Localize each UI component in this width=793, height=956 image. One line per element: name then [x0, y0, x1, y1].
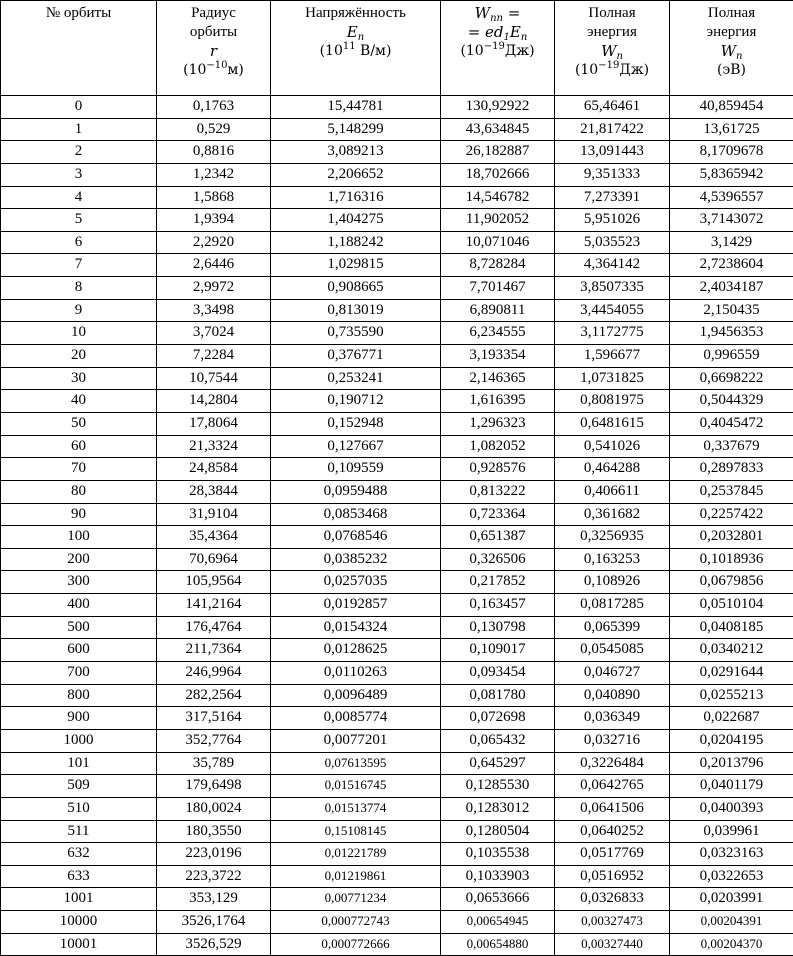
cell-potential-energy: 0,163457 — [441, 594, 555, 617]
cell-orbit-number: 10 — [1, 322, 157, 345]
table-row — [1, 526, 793, 549]
cell-radius: 17,8064 — [157, 412, 271, 435]
cell-radius: 3526,1764 — [157, 911, 271, 934]
cell-orbit-number: 7 — [1, 254, 157, 277]
cell-total-energy-joule: 0,00327473 — [555, 911, 670, 934]
cell-total-energy-joule: 1,0731825 — [555, 367, 670, 390]
cell-orbit-number: 5 — [1, 209, 157, 232]
cell-potential-energy: 10,071046 — [441, 231, 555, 254]
cell-orbit-number: 1001 — [1, 888, 157, 911]
table-body — [1, 96, 793, 956]
cell-radius: 21,3324 — [157, 435, 271, 458]
table-row — [1, 616, 793, 639]
header-label: энергия — [555, 23, 669, 42]
cell-orbit-number: 2 — [1, 141, 157, 164]
table-row — [1, 322, 793, 345]
cell-radius: 7,2284 — [157, 345, 271, 368]
header-total-energy-joule — [555, 1, 670, 96]
cell-field-strength: 0,15108145 — [271, 820, 441, 843]
cell-total-energy-ev: 0,0510104 — [670, 594, 793, 617]
cell-radius: 211,7364 — [157, 639, 271, 662]
cell-orbit-number: 600 — [1, 639, 157, 662]
cell-orbit-number: 70 — [1, 458, 157, 481]
cell-total-energy-joule: 5,035523 — [555, 231, 670, 254]
cell-potential-energy: 2,146365 — [441, 367, 555, 390]
cell-total-energy-ev: 0,0291644 — [670, 662, 793, 685]
table-row — [1, 209, 793, 232]
cell-field-strength: 0,127667 — [271, 435, 441, 458]
cell-orbit-number: 6 — [1, 231, 157, 254]
cell-total-energy-joule: 0,361682 — [555, 503, 670, 526]
cell-radius: 282,2564 — [157, 684, 271, 707]
header-formula-line2: = $ed_1E_n$ — [441, 23, 554, 42]
header-label: орбиты — [157, 23, 270, 42]
cell-total-energy-ev: 0,00204391 — [670, 911, 793, 934]
cell-potential-energy: 1,616395 — [441, 390, 555, 413]
header-symbol: $W_n$ — [555, 42, 669, 61]
cell-radius: 3526,529 — [157, 933, 271, 956]
header-label: № орбиты — [1, 4, 156, 23]
cell-orbit-number: 80 — [1, 480, 157, 503]
cell-potential-energy: 0,072698 — [441, 707, 555, 730]
cell-total-energy-ev: 3,1429 — [670, 231, 793, 254]
cell-total-energy-joule: 4,364142 — [555, 254, 670, 277]
table-row — [1, 390, 793, 413]
table-row — [1, 843, 793, 866]
cell-total-energy-ev: 0,0401179 — [670, 775, 793, 798]
cell-field-strength: 0,813019 — [271, 299, 441, 322]
cell-field-strength: 0,07613595 — [271, 752, 441, 775]
cell-total-energy-joule: 0,464288 — [555, 458, 670, 481]
header-label: Полная — [555, 4, 669, 23]
cell-total-energy-ev: 2,4034187 — [670, 277, 793, 300]
cell-total-energy-ev: 0,0679856 — [670, 571, 793, 594]
cell-potential-energy: 0,217852 — [441, 571, 555, 594]
cell-orbit-number: 300 — [1, 571, 157, 594]
header-symbol: $W_n$ — [670, 42, 793, 61]
cell-radius: 1,5868 — [157, 186, 271, 209]
cell-total-energy-joule: 0,3226484 — [555, 752, 670, 775]
table-row — [1, 662, 793, 685]
header-symbol: $E_n$ — [271, 23, 440, 42]
cell-total-energy-joule: 0,0817285 — [555, 594, 670, 617]
cell-orbit-number: 3 — [1, 163, 157, 186]
cell-radius: 0,529 — [157, 118, 271, 141]
cell-potential-energy: 18,702666 — [441, 163, 555, 186]
cell-radius: 141,2164 — [157, 594, 271, 617]
cell-radius: 180,0024 — [157, 797, 271, 820]
cell-radius: 179,6498 — [157, 775, 271, 798]
cell-total-energy-joule: 0,0642765 — [555, 775, 670, 798]
cell-potential-energy: 0,00654880 — [441, 933, 555, 956]
table-row — [1, 639, 793, 662]
cell-potential-energy: 43,634845 — [441, 118, 555, 141]
cell-total-energy-joule: 5,951026 — [555, 209, 670, 232]
table-row — [1, 412, 793, 435]
cell-orbit-number: 10000 — [1, 911, 157, 934]
cell-field-strength: 0,0257035 — [271, 571, 441, 594]
cell-field-strength: 0,908665 — [271, 277, 441, 300]
cell-field-strength: 0,01513774 — [271, 797, 441, 820]
cell-potential-energy: 0,00654945 — [441, 911, 555, 934]
cell-potential-energy: 7,701467 — [441, 277, 555, 300]
cell-field-strength: 0,190712 — [271, 390, 441, 413]
cell-radius: 0,8816 — [157, 141, 271, 164]
cell-radius: 35,789 — [157, 752, 271, 775]
cell-orbit-number: 633 — [1, 865, 157, 888]
cell-total-energy-joule: 0,3256935 — [555, 526, 670, 549]
cell-total-energy-joule: 13,091443 — [555, 141, 670, 164]
cell-field-strength: 0,0128625 — [271, 639, 441, 662]
cell-total-energy-joule: 7,273391 — [555, 186, 670, 209]
cell-orbit-number: 510 — [1, 797, 157, 820]
cell-radius: 352,7764 — [157, 729, 271, 752]
table-row — [1, 254, 793, 277]
cell-potential-energy: 0,1285530 — [441, 775, 555, 798]
cell-total-energy-joule: 0,065399 — [555, 616, 670, 639]
cell-radius: 3,7024 — [157, 322, 271, 345]
cell-orbit-number: 1 — [1, 118, 157, 141]
cell-orbit-number: 0 — [1, 96, 157, 119]
cell-potential-energy: 0,1283012 — [441, 797, 555, 820]
cell-orbit-number: 20 — [1, 345, 157, 368]
cell-potential-energy: 1,296323 — [441, 412, 555, 435]
table-row — [1, 752, 793, 775]
cell-field-strength: 0,0192857 — [271, 594, 441, 617]
cell-radius: 10,7544 — [157, 367, 271, 390]
cell-potential-energy: 0,645297 — [441, 752, 555, 775]
cell-field-strength: 0,01219861 — [271, 865, 441, 888]
cell-potential-energy: 0,813222 — [441, 480, 555, 503]
cell-field-strength: 0,0096489 — [271, 684, 441, 707]
cell-total-energy-joule: 3,8507335 — [555, 277, 670, 300]
cell-total-energy-ev: 5,8365942 — [670, 163, 793, 186]
table-row — [1, 911, 793, 934]
cell-orbit-number: 9 — [1, 299, 157, 322]
cell-total-energy-joule: 0,163253 — [555, 548, 670, 571]
cell-radius: 2,6446 — [157, 254, 271, 277]
cell-potential-energy: 0,1033903 — [441, 865, 555, 888]
cell-orbit-number: 1000 — [1, 729, 157, 752]
cell-radius: 246,9964 — [157, 662, 271, 685]
cell-radius: 353,129 — [157, 888, 271, 911]
cell-field-strength: 0,01516745 — [271, 775, 441, 798]
cell-radius: 2,2920 — [157, 231, 271, 254]
header-label: Напряжённость — [271, 4, 440, 23]
cell-orbit-number: 200 — [1, 548, 157, 571]
table-row — [1, 163, 793, 186]
table-row — [1, 503, 793, 526]
cell-field-strength: 1,029815 — [271, 254, 441, 277]
cell-field-strength: 2,206652 — [271, 163, 441, 186]
cell-radius: 317,5164 — [157, 707, 271, 730]
cell-total-energy-ev: 0,996559 — [670, 345, 793, 368]
cell-potential-energy: 0,081780 — [441, 684, 555, 707]
table-row — [1, 458, 793, 481]
cell-field-strength: 0,0385232 — [271, 548, 441, 571]
cell-total-energy-joule: 3,4454055 — [555, 299, 670, 322]
cell-field-strength: 15,44781 — [271, 96, 441, 119]
cell-total-energy-ev: 0,2013796 — [670, 752, 793, 775]
cell-field-strength: 0,0085774 — [271, 707, 441, 730]
header-unit: $(10^{-19}Дж)$ — [441, 42, 554, 61]
table-row — [1, 820, 793, 843]
cell-total-energy-ev: 0,1018936 — [670, 548, 793, 571]
cell-potential-energy: 130,92922 — [441, 96, 555, 119]
table-row — [1, 797, 793, 820]
cell-total-energy-ev: 0,2032801 — [670, 526, 793, 549]
cell-total-energy-ev: 0,0323163 — [670, 843, 793, 866]
header-field-strength — [271, 1, 441, 96]
cell-total-energy-joule: 0,8081975 — [555, 390, 670, 413]
cell-total-energy-ev: 0,022687 — [670, 707, 793, 730]
cell-radius: 223,3722 — [157, 865, 271, 888]
cell-field-strength: 0,000772666 — [271, 933, 441, 956]
table-row — [1, 367, 793, 390]
cell-orbit-number: 632 — [1, 843, 157, 866]
cell-potential-energy: 3,193354 — [441, 345, 555, 368]
cell-potential-energy: 0,065432 — [441, 729, 555, 752]
table-row — [1, 707, 793, 730]
cell-orbit-number: 511 — [1, 820, 157, 843]
cell-total-energy-ev: 0,6698222 — [670, 367, 793, 390]
cell-potential-energy: 0,651387 — [441, 526, 555, 549]
cell-total-energy-joule: 0,0641506 — [555, 797, 670, 820]
table-row — [1, 299, 793, 322]
cell-total-energy-ev: 0,2257422 — [670, 503, 793, 526]
table-row — [1, 96, 793, 119]
table-row — [1, 435, 793, 458]
table-row — [1, 865, 793, 888]
table-row — [1, 480, 793, 503]
cell-field-strength: 0,152948 — [271, 412, 441, 435]
cell-potential-energy: 0,1035538 — [441, 843, 555, 866]
cell-field-strength: 0,735590 — [271, 322, 441, 345]
cell-field-strength: 0,0077201 — [271, 729, 441, 752]
cell-total-energy-joule: 9,351333 — [555, 163, 670, 186]
cell-total-energy-joule: 1,596677 — [555, 345, 670, 368]
cell-total-energy-joule: 0,0640252 — [555, 820, 670, 843]
cell-total-energy-ev: 0,0322653 — [670, 865, 793, 888]
header-total-energy-ev — [670, 1, 793, 96]
table-row — [1, 571, 793, 594]
cell-potential-energy: 14,546782 — [441, 186, 555, 209]
cell-radius: 28,3844 — [157, 480, 271, 503]
cell-orbit-number: 100 — [1, 526, 157, 549]
cell-orbit-number: 400 — [1, 594, 157, 617]
cell-total-energy-ev: 0,0400393 — [670, 797, 793, 820]
cell-total-energy-joule: 0,036349 — [555, 707, 670, 730]
cell-radius: 105,9564 — [157, 571, 271, 594]
header-unit: ($10^{11}$ В/м) — [271, 42, 440, 61]
cell-orbit-number: 4 — [1, 186, 157, 209]
cell-radius: 31,9104 — [157, 503, 271, 526]
cell-potential-energy: 0,928576 — [441, 458, 555, 481]
cell-field-strength: 1,404275 — [271, 209, 441, 232]
cell-total-energy-ev: 0,2897833 — [670, 458, 793, 481]
cell-total-energy-joule: 0,406611 — [555, 480, 670, 503]
cell-orbit-number: 900 — [1, 707, 157, 730]
cell-total-energy-ev: 0,0204195 — [670, 729, 793, 752]
cell-radius: 35,4364 — [157, 526, 271, 549]
table-row — [1, 345, 793, 368]
table-row — [1, 548, 793, 571]
cell-orbit-number: 10001 — [1, 933, 157, 956]
cell-radius: 0,1763 — [157, 96, 271, 119]
cell-total-energy-joule: 0,046727 — [555, 662, 670, 685]
cell-total-energy-ev: 2,7238604 — [670, 254, 793, 277]
table-row — [1, 118, 793, 141]
cell-potential-energy: 1,082052 — [441, 435, 555, 458]
cell-field-strength: 0,0768546 — [271, 526, 441, 549]
cell-total-energy-ev: 0,0203991 — [670, 888, 793, 911]
header-label: Радиус — [157, 4, 270, 23]
header-unit: $(10^{-10}м)$ — [157, 61, 270, 80]
header-label: Полная — [670, 4, 793, 23]
cell-total-energy-ev: 0,0255213 — [670, 684, 793, 707]
cell-potential-energy: 0,109017 — [441, 639, 555, 662]
cell-radius: 223,0196 — [157, 843, 271, 866]
cell-field-strength: 0,0154324 — [271, 616, 441, 639]
cell-total-energy-ev: 13,61725 — [670, 118, 793, 141]
cell-field-strength: 0,376771 — [271, 345, 441, 368]
cell-potential-energy: 11,902052 — [441, 209, 555, 232]
cell-radius: 70,6964 — [157, 548, 271, 571]
cell-radius: 1,9394 — [157, 209, 271, 232]
cell-radius: 2,9972 — [157, 277, 271, 300]
table-row — [1, 594, 793, 617]
cell-total-energy-ev: 0,4045472 — [670, 412, 793, 435]
header-unit: $(10^{-19}Дж)$ — [555, 61, 669, 80]
cell-total-energy-ev: 1,9456353 — [670, 322, 793, 345]
table-row — [1, 186, 793, 209]
table-row — [1, 775, 793, 798]
cell-field-strength: 0,0853468 — [271, 503, 441, 526]
header-potential-energy — [441, 1, 555, 96]
cell-radius: 1,2342 — [157, 163, 271, 186]
table-row — [1, 231, 793, 254]
cell-total-energy-ev: 0,2537845 — [670, 480, 793, 503]
cell-orbit-number: 30 — [1, 367, 157, 390]
cell-radius: 3,3498 — [157, 299, 271, 322]
cell-radius: 176,4764 — [157, 616, 271, 639]
cell-total-energy-joule: 0,0516952 — [555, 865, 670, 888]
cell-potential-energy: 0,130798 — [441, 616, 555, 639]
cell-orbit-number: 40 — [1, 390, 157, 413]
cell-field-strength: 1,716316 — [271, 186, 441, 209]
cell-total-energy-ev: 0,337679 — [670, 435, 793, 458]
cell-field-strength: 0,0110263 — [271, 662, 441, 685]
cell-orbit-number: 800 — [1, 684, 157, 707]
cell-total-energy-joule: 65,46461 — [555, 96, 670, 119]
cell-orbit-number: 60 — [1, 435, 157, 458]
cell-total-energy-joule: 0,6481615 — [555, 412, 670, 435]
cell-field-strength: 0,0959488 — [271, 480, 441, 503]
cell-potential-energy: 6,890811 — [441, 299, 555, 322]
cell-total-energy-joule: 0,0326833 — [555, 888, 670, 911]
cell-radius: 180,3550 — [157, 820, 271, 843]
cell-potential-energy: 0,326506 — [441, 548, 555, 571]
header-formula-line1: $W_{пn}$ = — [441, 4, 554, 23]
cell-field-strength: 0,253241 — [271, 367, 441, 390]
table-row — [1, 933, 793, 956]
cell-total-energy-joule: 0,541026 — [555, 435, 670, 458]
header-unit: (эВ) — [670, 61, 793, 80]
cell-total-energy-ev: 0,039961 — [670, 820, 793, 843]
cell-total-energy-joule: 0,0545085 — [555, 639, 670, 662]
cell-field-strength: 0,109559 — [271, 458, 441, 481]
cell-potential-energy: 0,0653666 — [441, 888, 555, 911]
header-radius — [157, 1, 271, 96]
cell-field-strength: 0,00771234 — [271, 888, 441, 911]
cell-potential-energy: 0,1280504 — [441, 820, 555, 843]
cell-potential-energy: 0,093454 — [441, 662, 555, 685]
table-row — [1, 888, 793, 911]
cell-orbit-number: 500 — [1, 616, 157, 639]
cell-total-energy-ev: 4,5396557 — [670, 186, 793, 209]
table-row — [1, 729, 793, 752]
table-row — [1, 141, 793, 164]
cell-field-strength: 5,148299 — [271, 118, 441, 141]
cell-total-energy-ev: 40,859454 — [670, 96, 793, 119]
cell-total-energy-joule: 0,032716 — [555, 729, 670, 752]
cell-potential-energy: 8,728284 — [441, 254, 555, 277]
cell-potential-energy: 6,234555 — [441, 322, 555, 345]
cell-total-energy-ev: 2,150435 — [670, 299, 793, 322]
cell-orbit-number: 509 — [1, 775, 157, 798]
cell-orbit-number: 101 — [1, 752, 157, 775]
header-orbit-number — [1, 1, 157, 96]
table-row — [1, 277, 793, 300]
cell-radius: 14,2804 — [157, 390, 271, 413]
header-label: энергия — [670, 23, 793, 42]
table-row — [1, 684, 793, 707]
cell-potential-energy: 0,723364 — [441, 503, 555, 526]
cell-total-energy-joule: 0,0517769 — [555, 843, 670, 866]
cell-orbit-number: 8 — [1, 277, 157, 300]
cell-orbit-number: 50 — [1, 412, 157, 435]
cell-total-energy-ev: 0,0340212 — [670, 639, 793, 662]
cell-total-energy-joule: 3,1172775 — [555, 322, 670, 345]
cell-total-energy-ev: 3,7143072 — [670, 209, 793, 232]
cell-radius: 24,8584 — [157, 458, 271, 481]
cell-total-energy-joule: 0,040890 — [555, 684, 670, 707]
header-symbol: r — [157, 42, 270, 61]
cell-total-energy-joule: 0,00327440 — [555, 933, 670, 956]
cell-total-energy-ev: 8,1709678 — [670, 141, 793, 164]
cell-potential-energy: 26,182887 — [441, 141, 555, 164]
cell-total-energy-ev: 0,5044329 — [670, 390, 793, 413]
cell-total-energy-ev: 0,00204370 — [670, 933, 793, 956]
cell-total-energy-ev: 0,0408185 — [670, 616, 793, 639]
cell-total-energy-joule: 21,817422 — [555, 118, 670, 141]
cell-field-strength: 0,000772743 — [271, 911, 441, 934]
header-row — [1, 1, 793, 96]
cell-field-strength: 1,188242 — [271, 231, 441, 254]
cell-field-strength: 3,089213 — [271, 141, 441, 164]
cell-total-energy-joule: 0,108926 — [555, 571, 670, 594]
cell-orbit-number: 90 — [1, 503, 157, 526]
cell-field-strength: 0,01221789 — [271, 843, 441, 866]
cell-orbit-number: 700 — [1, 662, 157, 685]
